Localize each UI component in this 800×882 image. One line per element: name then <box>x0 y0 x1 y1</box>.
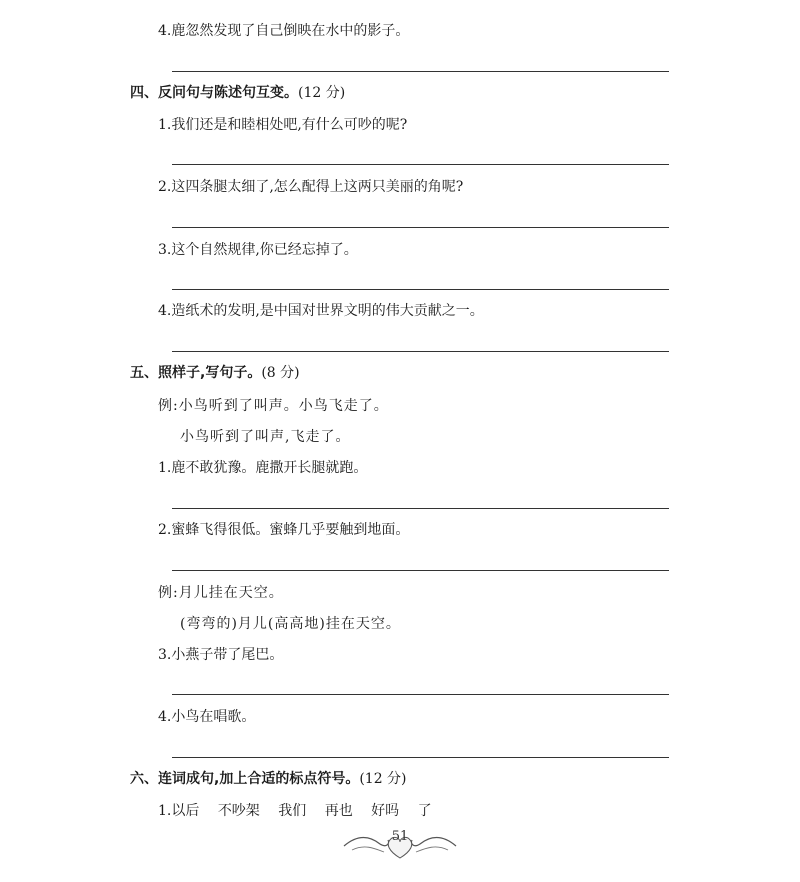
section-4-heading <box>130 84 345 102</box>
question-s4-1: 1.我们还是和睦相处吧,有什么可吵的呢? <box>158 117 408 133</box>
word-chip: 了 <box>417 803 432 819</box>
answer-line-s4-3[interactable] <box>172 289 669 290</box>
question-s5-2: 2.蜜蜂飞得很低。蜜蜂几乎要触到地面。 <box>158 522 410 538</box>
example-1-original: 例:小鸟听到了叫声。小鸟飞走了。 <box>158 398 389 414</box>
word-chip: 不吵架 <box>217 803 260 819</box>
section-5-title: 五、照样子,写句子。 <box>130 365 262 381</box>
word-chip: 好吗 <box>371 803 400 819</box>
section-6-heading <box>130 770 407 788</box>
section-5-heading <box>130 364 300 382</box>
answer-line-s3-4[interactable] <box>172 71 669 72</box>
section-6-title: 六、连词成句,加上合适的标点符号。 <box>130 771 360 787</box>
example-1-combined: 小鸟听到了叫声,飞走了。 <box>180 429 351 445</box>
answer-line-s5-3[interactable] <box>172 694 669 695</box>
answer-line-s4-1[interactable] <box>172 164 669 165</box>
question-s5-4: 4.小鸟在唱歌。 <box>158 709 256 725</box>
word-chip: 我们 <box>278 803 307 819</box>
question-s4-2: 2.这四条腿太细了,怎么配得上这两只美丽的角呢? <box>158 179 464 195</box>
question-s4-3: 3.这个自然规律,你已经忘掉了。 <box>158 242 358 258</box>
question-s6-1-first: 1.以后 <box>158 803 200 819</box>
question-s5-3: 3.小燕子带了尾巴。 <box>158 647 284 663</box>
question-s5-1: 1.鹿不敢犹豫。鹿撒开长腿就跑。 <box>158 460 368 476</box>
question-s3-4: 4.鹿忽然发现了自己倒映在水中的影子。 <box>158 23 410 39</box>
answer-line-s5-4[interactable] <box>172 757 669 758</box>
page-number: 51 <box>391 829 409 844</box>
section-4-score: (12 分) <box>298 85 346 101</box>
answer-line-s5-1[interactable] <box>172 508 669 509</box>
example-2-expanded: (弯弯的)月儿(高高地)挂在天空。 <box>180 616 401 632</box>
word-chip: 再也 <box>324 803 353 819</box>
question-s4-4: 4.造纸术的发明,是中国对世界文明的伟大贡献之一。 <box>158 303 484 319</box>
example-2-original: 例:月儿挂在天空。 <box>158 585 284 601</box>
answer-line-s5-2[interactable] <box>172 570 669 571</box>
answer-line-s4-4[interactable] <box>172 351 669 352</box>
answer-line-s4-2[interactable] <box>172 227 669 228</box>
question-s6-1 <box>158 802 432 820</box>
section-4-title: 四、反问句与陈述句互变。 <box>130 85 298 101</box>
section-5-score: (8 分) <box>261 365 300 381</box>
section-6-score: (12 分) <box>359 771 407 787</box>
